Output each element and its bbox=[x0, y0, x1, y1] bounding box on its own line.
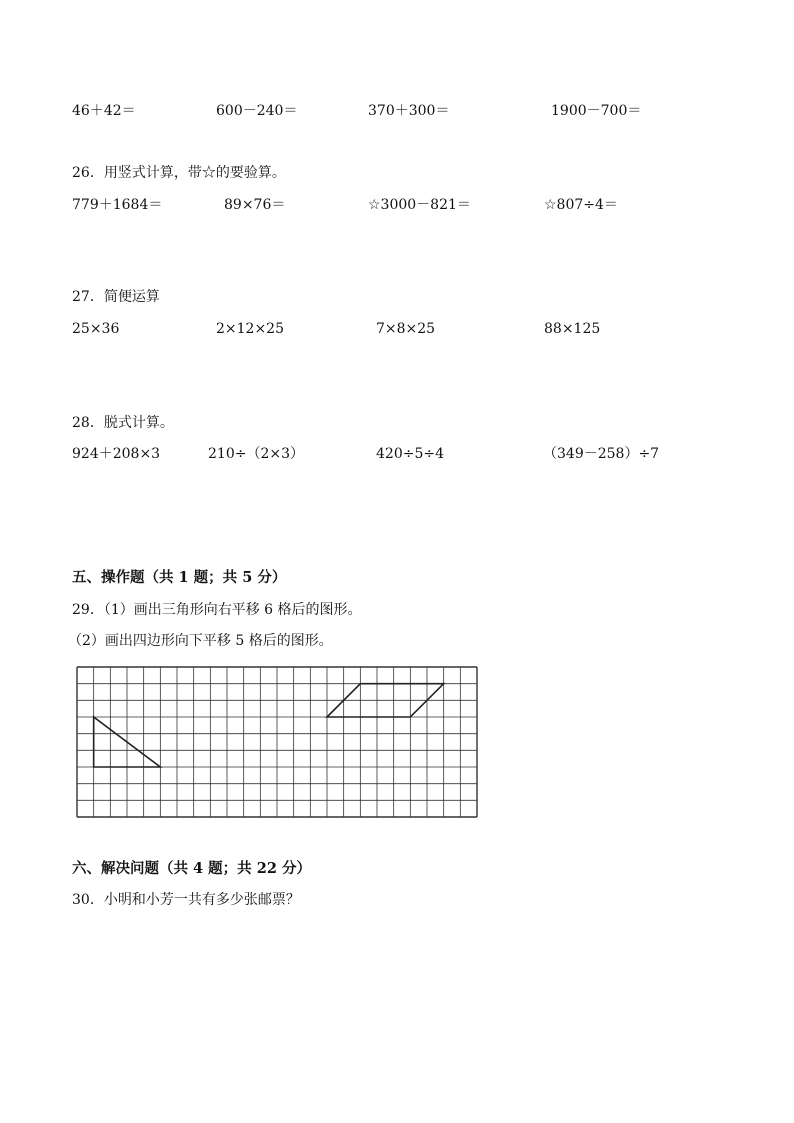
calc-item: ☆807÷4＝ bbox=[544, 197, 618, 213]
question-27-title: 27．简便运算 bbox=[72, 289, 160, 305]
section-5-heading: 五、操作题（共 1 题；共 5 分） bbox=[72, 569, 287, 586]
calc-item: 210÷（2×3） bbox=[208, 446, 304, 462]
question-26-title: 26．用竖式计算，带☆的要验算。 bbox=[72, 165, 286, 181]
calc-item: 46＋42＝ bbox=[72, 103, 136, 119]
translation-grid bbox=[72, 660, 480, 820]
calc-item: 420÷5÷4 bbox=[376, 446, 444, 462]
calc-item: ☆3000－821＝ bbox=[368, 197, 471, 213]
question-29-part-2: （2）画出四边形向下平移 5 格后的图形。 bbox=[68, 633, 333, 649]
calc-item: 25×36 bbox=[72, 321, 120, 337]
calc-item: 89×76＝ bbox=[224, 197, 286, 213]
calc-item: 88×125 bbox=[544, 321, 601, 337]
calc-item: 1900－700＝ bbox=[551, 103, 642, 119]
calc-item: 370＋300＝ bbox=[368, 103, 450, 119]
question-29-part-1: 29．（1）画出三角形向右平移 6 格后的图形。 bbox=[72, 602, 362, 618]
calc-item: 7×8×25 bbox=[376, 321, 436, 337]
question-30: 30．小明和小芳一共有多少张邮票？ bbox=[72, 892, 300, 908]
calc-item: （349－258）÷7 bbox=[543, 446, 660, 462]
calc-item: 600－240＝ bbox=[216, 103, 298, 119]
calc-item: 2×12×25 bbox=[216, 321, 284, 337]
section-6-heading: 六、解决问题（共 4 题；共 22 分） bbox=[72, 860, 311, 877]
calc-item: 924＋208×3 bbox=[72, 446, 161, 462]
grid-lines bbox=[77, 667, 477, 817]
calc-item: 779＋1684＝ bbox=[72, 197, 163, 213]
question-28-title: 28．脱式计算。 bbox=[72, 415, 174, 431]
